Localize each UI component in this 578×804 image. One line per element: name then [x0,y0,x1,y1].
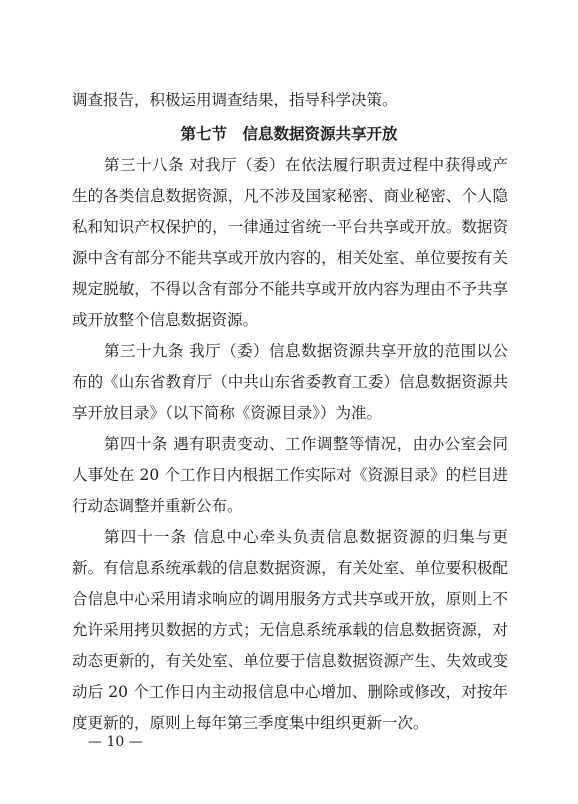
article-41-line: 度更新的，原则上每年第三季度集中组织更新一次。 [72,714,429,732]
article-38-line: 源中含有部分不能共享或开放内容的，相关处室、单位要按有关 [72,249,508,267]
article-38-line: 规定脱敏，不得以含有部分不能共享或开放内容为理由不予共享 [72,280,508,298]
article-39-line: 享开放目录》（以下简称《资源目录》）为准。 [72,404,383,422]
article-41-line: 新。有信息系统承载的信息数据资源，有关处室、单位要积极配 [72,559,508,577]
article-40-line: 第四十条 遇有职责变动、工作调整等情况，由办公室会同 [104,435,508,453]
article-41-line: 动后 20 个工作日内主动报信息中心增加、删除或修改，对按年 [72,683,508,701]
article-40-line: 行动态调整并重新公布。 [72,497,243,515]
article-41-line: 合信息中心采用请求响应的调用服务方式共享或开放，原则上不 [72,590,508,608]
article-38-line: 或开放整个信息数据资源。 [72,311,259,329]
page-number: — 10 — [88,734,143,750]
article-38-line: 私和知识产权保护的，一律通过省统一平台共享或开放。数据资 [72,218,508,236]
article-38-line: 第三十八条 对我厅（委）在依法履行职责过程中获得或产 [104,156,508,174]
section-heading: 第七节 信息数据资源共享开放 [180,125,398,143]
article-41-line: 动态更新的，有关处室、单位要于信息数据资源产生、失效或变 [72,652,508,670]
article-41-line: 允许采用拷贝数据的方式；无信息系统承载的信息数据资源，对 [72,621,508,639]
article-40-line: 人事处在 20 个工作日内根据工作实际对《资源目录》的栏目进 [72,466,508,484]
article-38-line: 生的各类信息数据资源，凡不涉及国家秘密、商业秘密、个人隐 [72,187,508,205]
article-39-line: 布的《山东省教育厅（中共山东省委教育工委）信息数据资源共 [72,373,508,391]
article-39-line: 第三十九条 我厅（委）信息数据资源共享开放的范围以公 [104,342,508,360]
article-41-line: 第四十一条 信息中心牵头负责信息数据资源的归集与更 [104,528,508,546]
paragraph-line: 调查报告，积极运用调查结果，指导科学决策。 [72,91,398,109]
